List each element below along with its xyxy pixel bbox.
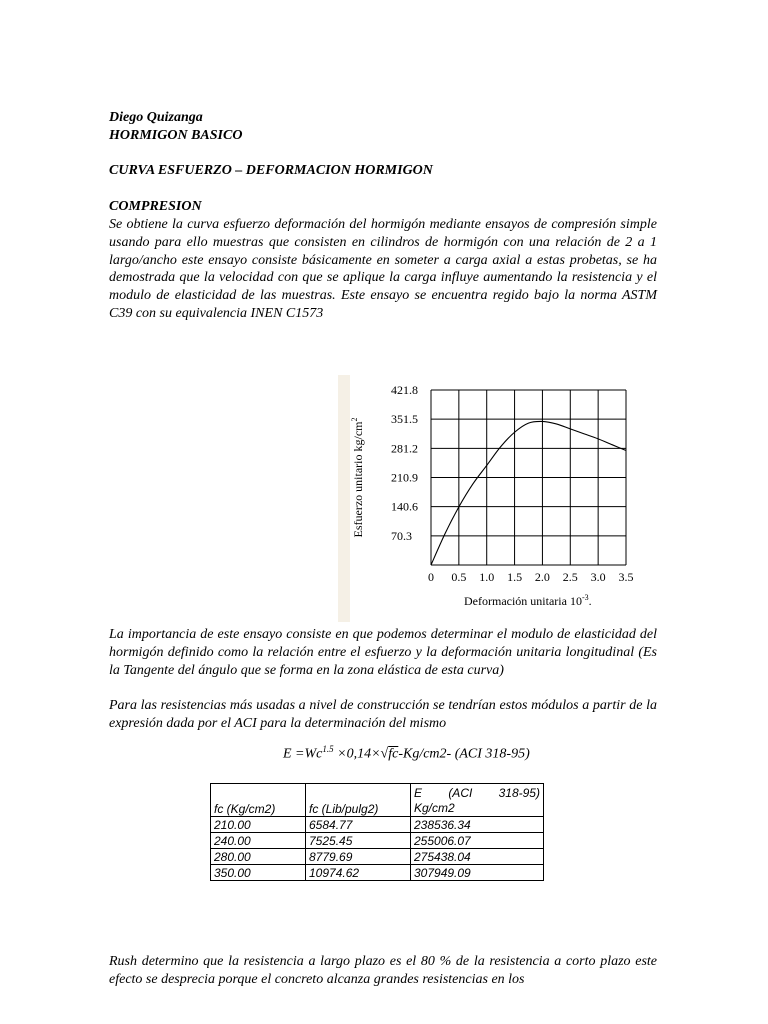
- table-row: 240.00 7525.45 255006.07: [211, 833, 544, 849]
- formula-mid: ×0,14×√: [333, 746, 389, 762]
- x-tick-labels: [428, 570, 634, 584]
- x-tick-label: 3.0: [590, 570, 606, 584]
- modulus-paragraph: Para las resistencias más usadas a nivel de construcción se tendrían estos módulos a partir de la expresión dada por el ACI para la determinación del mismo: [109, 698, 657, 731]
- table-row: 350.00 10974.62 307949.09: [211, 865, 544, 881]
- table-row: 280.00 8779.69 275438.04: [211, 849, 544, 865]
- author-name: Diego Quizanga: [109, 110, 203, 125]
- table-header-cell: E (ACI 318-95) Kg/cm2: [411, 784, 544, 817]
- x-tick-label: 1.0: [479, 570, 495, 584]
- course-name: HORMIGON BASICO: [109, 128, 243, 143]
- importance-paragraph: La importancia de este ensayo consiste en que podemos determinar el modulo de elasticidad del hormigón definido como la relación entre el esfuerzo y la deformación unitaria longitudinal (Es la Tangente del ángulo que se forma en la zona elástica de esta curva): [109, 627, 657, 678]
- y-tick-label: 281.2: [391, 441, 418, 456]
- table-header-cell: fc (Lib/pulg2): [306, 784, 411, 817]
- formula-fc: fc: [388, 746, 399, 762]
- chart-grid: [431, 390, 626, 565]
- modulus-table: [210, 783, 544, 881]
- table-header-row: [211, 784, 544, 817]
- table-header-cell: fc (Kg/cm2): [211, 784, 306, 817]
- formula-units: -Kg/cm2- (ACI 318-95): [398, 746, 530, 762]
- formula-lhs: E =Wc: [283, 746, 323, 762]
- y-tick-label: 70.3: [391, 528, 412, 543]
- x-tick-label: 2.5: [562, 570, 578, 584]
- aci-formula: [283, 744, 530, 763]
- rush-paragraph: Rush determino que la resistencia a largo plazo es el 80 % de la resistencia a corto plazo este efecto se desprecia porque el concreto alcanza grandes resistencias en los: [109, 954, 657, 987]
- stress-strain-chart: [340, 375, 650, 615]
- y-tick-label: 421.8: [391, 383, 418, 397]
- y-tick-label: 351.5: [391, 412, 418, 427]
- intro-paragraph: Se obtiene la curva esfuerzo deformación del hormigón mediante ensayos de compresión simple usando para ello muestras que consisten en cilindros de hormigón con una relación de 2 a 1 largo/ancho este ensayo consiste básicamente en someter a carga axial a estas probetas, se ha demostrada que la velocidad con que se aplique la carga influye aumentando la resistencia y el modulo de elasticidad de las muestras. Este ensayo se encuentra regido bajo la norma ASTM C39 con su equivalencia INEN C1573: [109, 217, 657, 321]
- section-heading: COMPRESION: [109, 199, 202, 214]
- formula-exponent: 1.5: [322, 744, 334, 754]
- y-tick-labels: [391, 383, 418, 543]
- y-tick-label: 210.9: [391, 470, 418, 485]
- x-axis-label: Deformación unitaria $10^{-3}$.: [464, 593, 592, 608]
- chart-series-line: [431, 421, 626, 565]
- y-tick-label: 140.6: [391, 499, 418, 514]
- x-tick-label: 3.5: [618, 570, 634, 584]
- x-tick-label: 0: [428, 570, 434, 584]
- x-tick-label: 0.5: [451, 570, 467, 584]
- x-tick-label: 2.0: [534, 570, 550, 584]
- x-tick-label: 1.5: [507, 570, 523, 584]
- document-title: CURVA ESFUERZO – DEFORMACION HORMIGON: [109, 163, 433, 178]
- table-row: 210.00 6584.77 238536.34: [211, 817, 544, 833]
- y-axis-label: Esfuerzo unitario $kg/cm^2$: [350, 417, 365, 538]
